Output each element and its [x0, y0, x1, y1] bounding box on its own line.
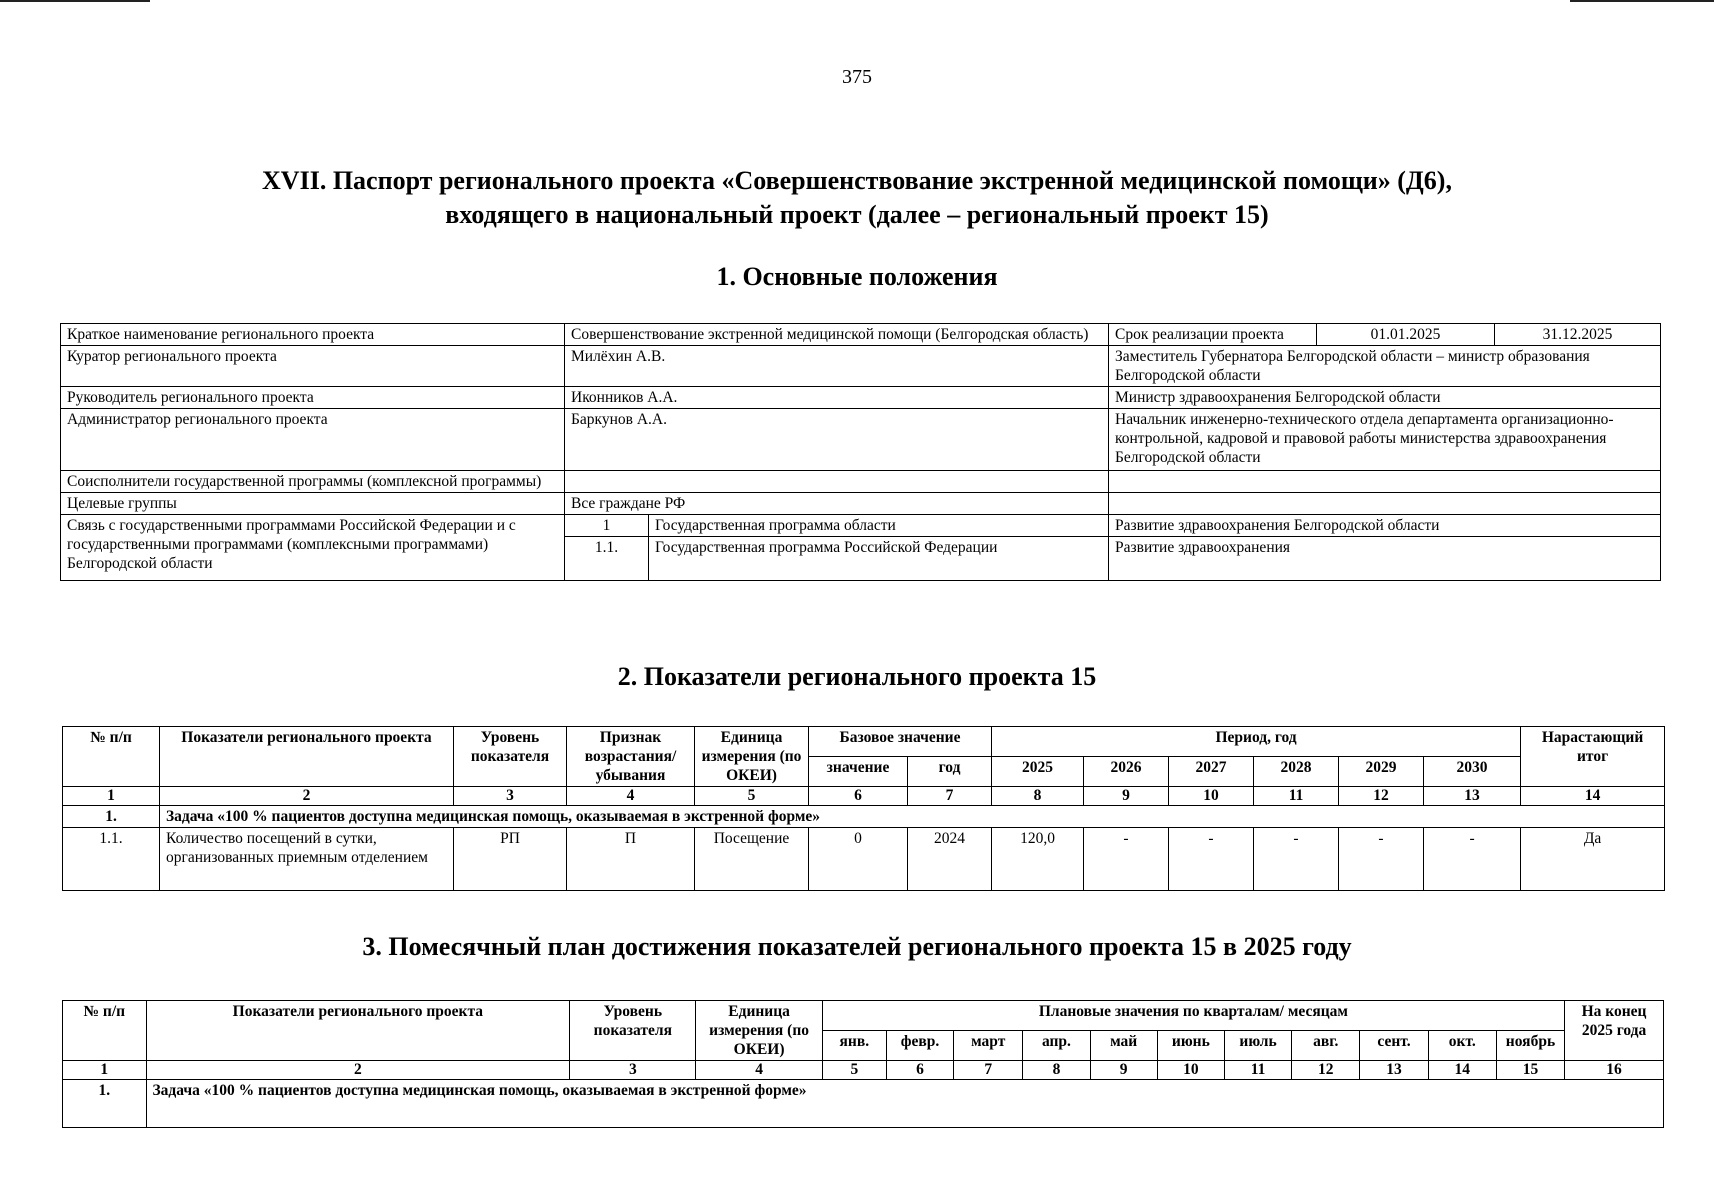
index-cell: 12 [1339, 787, 1424, 806]
col-month: май [1090, 1031, 1157, 1061]
index-cell: 14 [1428, 1061, 1496, 1080]
scan-mark-right [1570, 0, 1714, 2]
col-month: апр. [1023, 1031, 1090, 1061]
target-value: Все граждане РФ [565, 493, 1109, 515]
index-cell: 8 [992, 787, 1084, 806]
col-month: ноябрь [1496, 1031, 1564, 1061]
index-cell: 10 [1169, 787, 1254, 806]
head-name: Иконников А.А. [565, 387, 1109, 409]
coexec-value [565, 471, 1109, 493]
col-year: 2030 [1424, 757, 1521, 787]
table-row [61, 471, 1661, 493]
row-unit: Посещение [695, 828, 809, 891]
target-label: Целевые группы [61, 493, 565, 515]
column-index-row [63, 787, 1665, 806]
col-level: Уровень показателя [454, 727, 567, 787]
index-cell: 2 [160, 787, 454, 806]
col-month: июль [1224, 1031, 1291, 1061]
table-row [61, 515, 1661, 537]
row-year-value: 120,0 [992, 828, 1084, 891]
col-num: № п/п [63, 727, 160, 787]
head-label: Руководитель регионального проекта [61, 387, 565, 409]
col-month: март [954, 1031, 1023, 1061]
coexec-label: Соисполнители государственной программы (комплексной программы) [61, 471, 565, 493]
index-cell: 16 [1565, 1061, 1664, 1080]
row-year-value: - [1424, 828, 1521, 891]
col-unit: Единица измерения (по ОКЕИ) [696, 1001, 822, 1061]
index-cell: 11 [1224, 1061, 1291, 1080]
link-num: 1 [565, 515, 649, 537]
task-text: Задача «100 % пациентов доступна медицинская помощь, оказываемая в экстренной форме» [146, 1080, 1664, 1128]
index-cell: 12 [1292, 1061, 1360, 1080]
task-row [63, 806, 1665, 828]
index-cell: 6 [886, 1061, 953, 1080]
task-num: 1. [63, 806, 160, 828]
target-extra [1109, 493, 1661, 515]
index-cell: 1 [63, 1061, 147, 1080]
col-base-year: год [908, 757, 992, 787]
title-line-2: входящего в национальный проект (далее – региональный проект 15) [445, 200, 1269, 229]
link-type: Государственная программа области [649, 515, 1109, 537]
col-year: 2026 [1084, 757, 1169, 787]
scan-mark-left [0, 0, 150, 2]
link-program-name: Развитие здравоохранения [1109, 537, 1661, 581]
col-base: Базовое значение [809, 727, 992, 757]
table-row [61, 346, 1661, 387]
index-cell: 4 [696, 1061, 822, 1080]
link-program-name: Развитие здравоохранения Белгородской области [1109, 515, 1661, 537]
link-type: Государственная программа Российской Федерации [649, 537, 1109, 581]
col-year: 2028 [1254, 757, 1339, 787]
curator-label: Куратор регионального проекта [61, 346, 565, 387]
table-row [61, 493, 1661, 515]
col-month: авг. [1292, 1031, 1360, 1061]
row-year-value: - [1254, 828, 1339, 891]
task-num: 1. [63, 1080, 147, 1128]
coexec-extra [1109, 471, 1661, 493]
col-sign: Признак возрастания/ убывания [567, 727, 695, 787]
index-cell: 5 [695, 787, 809, 806]
link-label: Связь с государственными программами Российской Федерации и с государственными программами (комплексными программами) Белгородской области [61, 515, 565, 581]
short-name-value: Совершенствование экстренной медицинской помощи (Белгородская область) [565, 324, 1109, 346]
admin-position: Начальник инженерно-технического отдела департамента организационно-контрольной, кадровой и правовой работы министерства здравоохранения Белгородской области [1109, 409, 1661, 471]
col-cumulative: Нарастающий итог [1521, 727, 1665, 787]
col-month: сент. [1360, 1031, 1428, 1061]
table-row [61, 387, 1661, 409]
col-end: На конец 2025 года [1565, 1001, 1664, 1061]
task-text: Задача «100 % пациентов доступна медицинская помощь, оказываемая в экстренной форме» [160, 806, 1665, 828]
term-label: Срок реализации проекта [1109, 324, 1317, 346]
page-number: 375 [842, 66, 872, 88]
row-indicator: Количество посещений в сутки, организованных приемным отделением [160, 828, 454, 891]
monthly-plan-table [62, 1000, 1664, 1128]
admin-label: Администратор регионального проекта [61, 409, 565, 471]
col-year: 2025 [992, 757, 1084, 787]
table-row [61, 409, 1661, 471]
row-year-value: - [1339, 828, 1424, 891]
index-cell: 3 [454, 787, 567, 806]
title-line-1: XVII. Паспорт регионального проекта «Совершенствование экстренной медицинской помощи» (Д6), [262, 166, 1452, 195]
head-position: Министр здравоохранения Белгородской области [1109, 387, 1661, 409]
row-level: РП [454, 828, 567, 891]
curator-name: Милёхин А.В. [565, 346, 1109, 387]
index-cell: 14 [1521, 787, 1665, 806]
index-cell: 9 [1090, 1061, 1157, 1080]
col-month: окт. [1428, 1031, 1496, 1061]
col-unit: Единица измерения (по ОКЕИ) [695, 727, 809, 787]
col-year: 2029 [1339, 757, 1424, 787]
table-row [61, 324, 1661, 346]
index-cell: 9 [1084, 787, 1169, 806]
short-name-label: Краткое наименование регионального проекта [61, 324, 565, 346]
index-cell: 2 [146, 1061, 570, 1080]
col-num: № п/п [63, 1001, 147, 1061]
col-year: 2027 [1169, 757, 1254, 787]
section-2-heading: 2. Показатели регионального проекта 15 [617, 662, 1097, 691]
row-cumulative: Да [1521, 828, 1665, 891]
main-provisions-table [60, 323, 1661, 581]
row-num: 1.1. [63, 828, 160, 891]
row-base-year: 2024 [908, 828, 992, 891]
col-month: июнь [1157, 1031, 1224, 1061]
index-cell: 11 [1254, 787, 1339, 806]
index-cell: 15 [1496, 1061, 1564, 1080]
term-start: 01.01.2025 [1317, 324, 1495, 346]
task-row [63, 1080, 1664, 1128]
col-plan: Плановые значения по кварталам/ месяцам [822, 1001, 1564, 1031]
link-num: 1.1. [565, 537, 649, 581]
index-cell: 5 [822, 1061, 886, 1080]
row-base-value: 0 [809, 828, 908, 891]
row-year-value: - [1084, 828, 1169, 891]
row-year-value: - [1169, 828, 1254, 891]
curator-position: Заместитель Губернатора Белгородской области – министр образования Белгородской области [1109, 346, 1661, 387]
col-base-value: значение [809, 757, 908, 787]
table-row [63, 828, 1665, 891]
term-end: 31.12.2025 [1495, 324, 1661, 346]
index-cell: 1 [63, 787, 160, 806]
column-index-row [63, 1061, 1664, 1080]
header-row [63, 1001, 1664, 1031]
index-cell: 4 [567, 787, 695, 806]
index-cell: 7 [908, 787, 992, 806]
col-period: Период, год [992, 727, 1521, 757]
col-month: февр. [886, 1031, 953, 1061]
index-cell: 10 [1157, 1061, 1224, 1080]
header-row [63, 727, 1665, 757]
index-cell: 13 [1424, 787, 1521, 806]
index-cell: 7 [954, 1061, 1023, 1080]
index-cell: 13 [1360, 1061, 1428, 1080]
section-3-heading: 3. Помесячный план достижения показателей регионального проекта 15 в 2025 году [362, 932, 1352, 961]
index-cell: 8 [1023, 1061, 1090, 1080]
section-1-heading: 1. Основные положения [716, 262, 998, 291]
row-sign: П [567, 828, 695, 891]
admin-name: Баркунов А.А. [565, 409, 1109, 471]
col-indicator: Показатели регионального проекта [146, 1001, 570, 1061]
index-cell: 6 [809, 787, 908, 806]
index-cell: 3 [570, 1061, 696, 1080]
col-month: янв. [822, 1031, 886, 1061]
col-level: Уровень показателя [570, 1001, 696, 1061]
document-title [0, 164, 1714, 232]
indicators-table [62, 726, 1665, 891]
col-indicator: Показатели регионального проекта [160, 727, 454, 787]
